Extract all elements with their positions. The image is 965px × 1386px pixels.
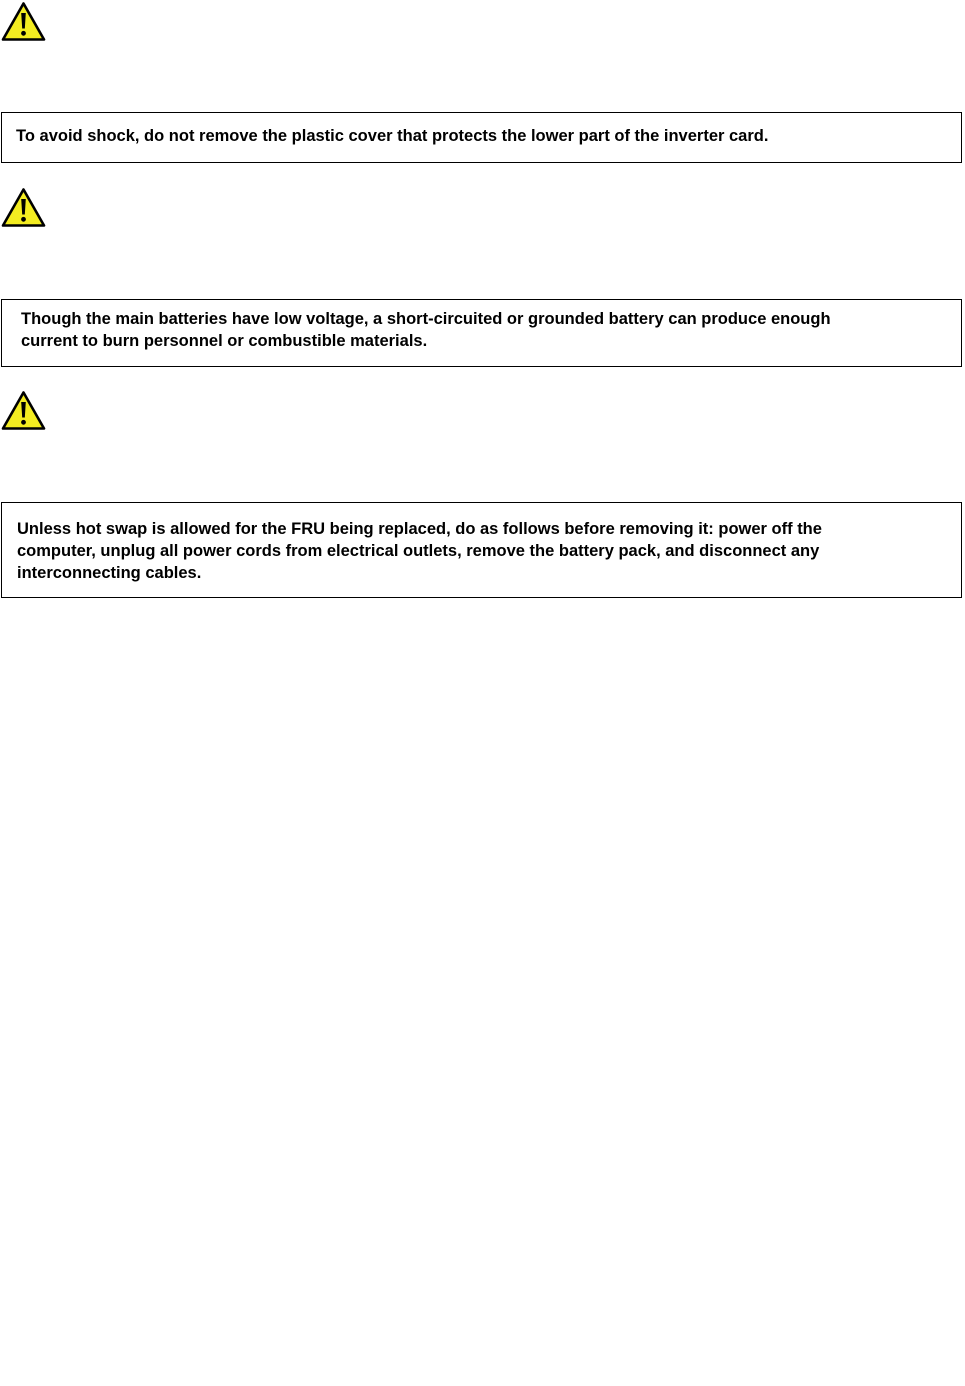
danger-notice-shock: [1, 112, 962, 163]
danger-notice-battery: [1, 299, 962, 367]
notice-text: Unless hot swap is allowed for the FRU being replaced, do as follows before removing it: power off the computer, unplug all power cords from electrical outlets, remove the battery pack, and disconnect any interconnecting cables.: [17, 520, 822, 582]
notice-text: Though the main batteries have low voltage, a short-circuited or grounded battery can produce enough current to burn personnel or combustible materials.: [21, 310, 831, 350]
warning-icon: [1, 390, 46, 431]
warning-icon: [1, 1, 46, 42]
notice-text: To avoid shock, do not remove the plastic cover that protects the lower part of the inverter card.: [16, 127, 769, 145]
danger-notice-hot-swap: [1, 502, 962, 598]
warning-icon: [1, 187, 46, 228]
